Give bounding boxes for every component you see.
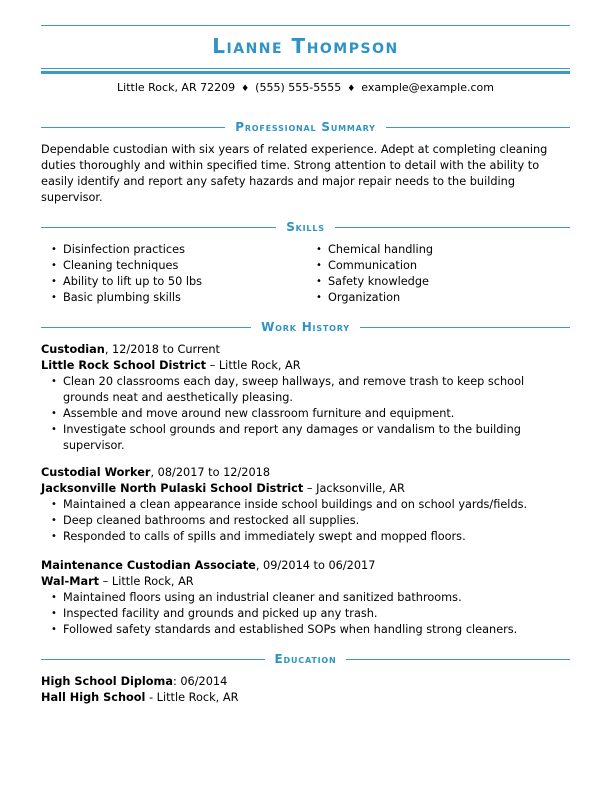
job-bullet: • Responded to calls of spills and immediately swept and mopped floors.	[49, 529, 570, 545]
school-location: - Little Rock, AR	[145, 691, 239, 704]
job-bullet: • Investigate school grounds and report any damages or vandalism to the building supervisor.	[49, 422, 570, 454]
employer-location: – Little Rock, AR	[206, 359, 301, 372]
degree-date: : 06/2014	[172, 675, 228, 688]
job-bullet: • Assemble and move around new classroom furniture and equipment.	[49, 406, 570, 422]
school-name: Hall High School	[41, 691, 146, 704]
header-top-rule	[41, 25, 570, 26]
job-title-line	[41, 465, 570, 481]
degree-line	[41, 674, 570, 690]
section-heading-education	[41, 652, 570, 666]
employer-line	[41, 574, 570, 590]
section-heading-work-history	[41, 320, 570, 334]
skill-item: • Chemical handling	[314, 242, 433, 258]
contact-email[interactable]: example@example.com	[361, 81, 494, 94]
job-bullets	[41, 374, 570, 454]
job-bullet: • Maintained a clean appearance inside school buildings and on school yards/fields.	[49, 497, 570, 513]
job-bullet: • Maintained floors using an industrial cleaner and sanitized bathrooms.	[49, 590, 570, 606]
employer-line	[41, 481, 570, 497]
job-dates: , 12/2018 to Current	[104, 343, 220, 356]
skill-item: • Communication	[314, 258, 433, 274]
skill-item: • Safety knowledge	[314, 274, 433, 290]
employer-location: – Jacksonville, AR	[303, 482, 405, 495]
job-entry	[41, 558, 570, 638]
skills-column-right	[314, 242, 433, 306]
skills-column-left	[49, 242, 202, 306]
section-title: Skills	[276, 220, 335, 234]
job-title: Custodial Worker	[41, 466, 151, 479]
skill-item: • Cleaning techniques	[49, 258, 202, 274]
job-title: Maintenance Custodian Associate	[41, 559, 256, 572]
job-dates: , 09/2014 to 06/2017	[255, 559, 376, 572]
contact-line	[41, 81, 570, 94]
employer-name: Jacksonville North Pulaski School District	[41, 482, 304, 495]
section-heading-skills	[41, 220, 570, 234]
summary-text: Dependable custodian with six years of related experience. Adept at completing cleaning duties thoroughly and within specified time. Strong attention to detail with the ability to easily identify and report any safety hazards and major repair needs to the building supervisor.	[41, 143, 548, 204]
job-bullet: • Deep cleaned bathrooms and restocked all supplies.	[49, 513, 570, 529]
diamond-separator-icon: ♦	[347, 84, 356, 94]
header-thick-rule	[41, 71, 570, 74]
section-heading-summary	[41, 120, 570, 134]
job-bullet: • Clean 20 classrooms each day, sweep hallways, and remove trash to keep school grounds neat and aesthetically pleasing.	[49, 374, 570, 406]
job-title: Custodian	[41, 343, 105, 356]
section-title: Professional Summary	[225, 120, 386, 134]
header-thin-rule	[41, 68, 570, 69]
section-title: Work History	[251, 320, 360, 334]
employer-name: Wal-Mart	[41, 575, 100, 588]
employer-line	[41, 358, 570, 374]
job-entry	[41, 342, 570, 454]
contact-location: Little Rock, AR 72209	[117, 81, 236, 94]
skill-item: • Ability to lift up to 50 lbs	[49, 274, 202, 290]
job-title-line	[41, 558, 570, 574]
skill-item: • Basic plumbing skills	[49, 290, 202, 306]
job-bullets	[41, 590, 570, 638]
employer-name: Little Rock School District	[41, 359, 207, 372]
contact-phone: (555) 555-5555	[255, 81, 342, 94]
skill-item: • Disinfection practices	[49, 242, 202, 258]
job-bullet: • Inspected facility and grounds and picked up any trash.	[49, 606, 570, 622]
diamond-separator-icon: ♦	[241, 84, 250, 94]
job-entry	[41, 465, 570, 545]
school-line	[41, 690, 570, 706]
degree-name: High School Diploma	[41, 675, 173, 688]
candidate-name: Lianne Thompson	[212, 34, 399, 58]
job-title-line	[41, 342, 570, 358]
education-entry	[41, 674, 570, 706]
job-bullets	[41, 497, 570, 545]
job-dates: , 08/2017 to 12/2018	[150, 466, 271, 479]
job-bullet: • Followed safety standards and established SOPs when handling strong cleaners.	[49, 622, 570, 638]
employer-location: – Little Rock, AR	[99, 575, 194, 588]
section-title: Education	[265, 652, 347, 666]
skill-item: • Organization	[314, 290, 433, 306]
